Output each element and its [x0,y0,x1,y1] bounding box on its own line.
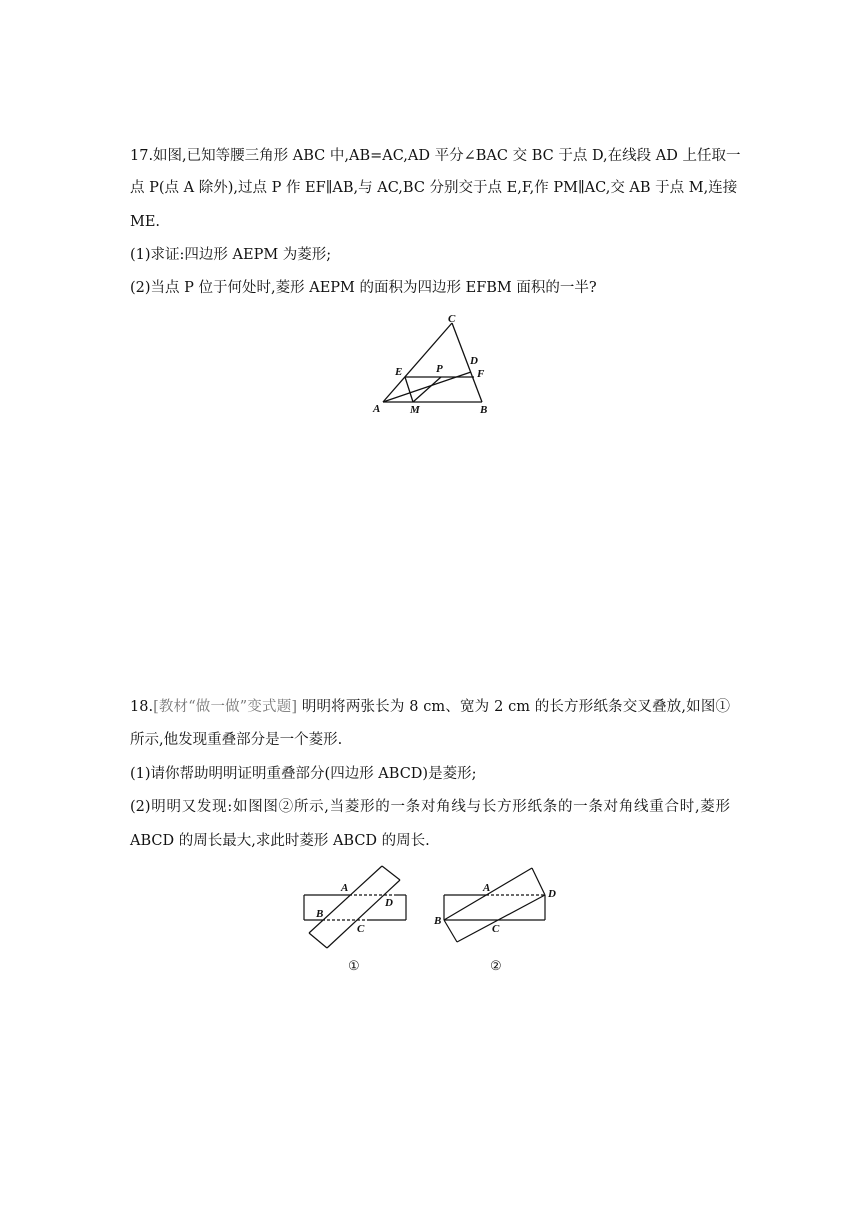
q18-part-2: (2)明明又发现:如图图②所示,当菱形的一条对角线与长方形纸条的一条对角线重合时,菱形 [130,799,730,815]
fig2-label-b: B [434,915,442,927]
strips-figure-2 [428,860,563,975]
label-a: A [373,403,381,415]
label-c: C [448,313,456,325]
label-e: E [395,366,403,378]
fig1-label-c: C [357,923,365,935]
fig1-caption: ① [348,958,360,973]
fig1-label-d: D [385,897,393,909]
label-p: P [436,363,443,375]
q18-part-1: (1)请你帮助明明证明重叠部分(四边形 ABCD)是菱形; [130,766,477,782]
q18-line-1 [130,697,730,717]
q18-source-tag: [教材“做一做”变式题] [153,699,298,715]
fig1-label-a: A [341,882,349,894]
q17-line-2: 点 P(点 A 除外),过点 P 作 EF∥AB,与 AC,BC 分别交于点 E,F,作 PM∥AC,交 AB 于点 M,连接 [130,180,738,196]
label-m: M [410,404,420,416]
q17-part-2: (2)当点 P 位于何处时,菱形 AEPM 的面积为四边形 EFBM 面积的一半? [130,280,597,296]
label-d: D [470,355,478,367]
q18-line-2: 所示,他发现重叠部分是一个菱形. [130,732,343,748]
q18-line-1-text: 明明将两张长为 8 cm、宽为 2 cm 的长方形纸条交叉叠放,如图① [297,699,730,715]
q18-part-2-cont: ABCD 的周长最大,求此时菱形 ABCD 的周长. [130,833,430,849]
q17-line-1: 17.如图,已知等腰三角形 ABC 中,AB=AC,AD 平分∠BAC 交 BC 于点 D,在线段 AD 上任取一 [130,148,741,164]
strips-figure-1 [295,860,415,975]
q17-part-1: (1)求证:四边形 AEPM 为菱形; [130,247,332,263]
fig1-label-b: B [316,908,324,920]
triangle-figure [365,308,505,418]
label-f: F [477,368,485,380]
fig2-label-d: D [548,888,556,900]
label-b: B [480,404,488,416]
q18-number: 18. [130,699,154,715]
fig2-label-a: A [483,882,491,894]
q17-line-3: ME. [130,214,161,230]
fig2-label-c: C [492,923,500,935]
fig2-caption: ② [490,958,502,973]
